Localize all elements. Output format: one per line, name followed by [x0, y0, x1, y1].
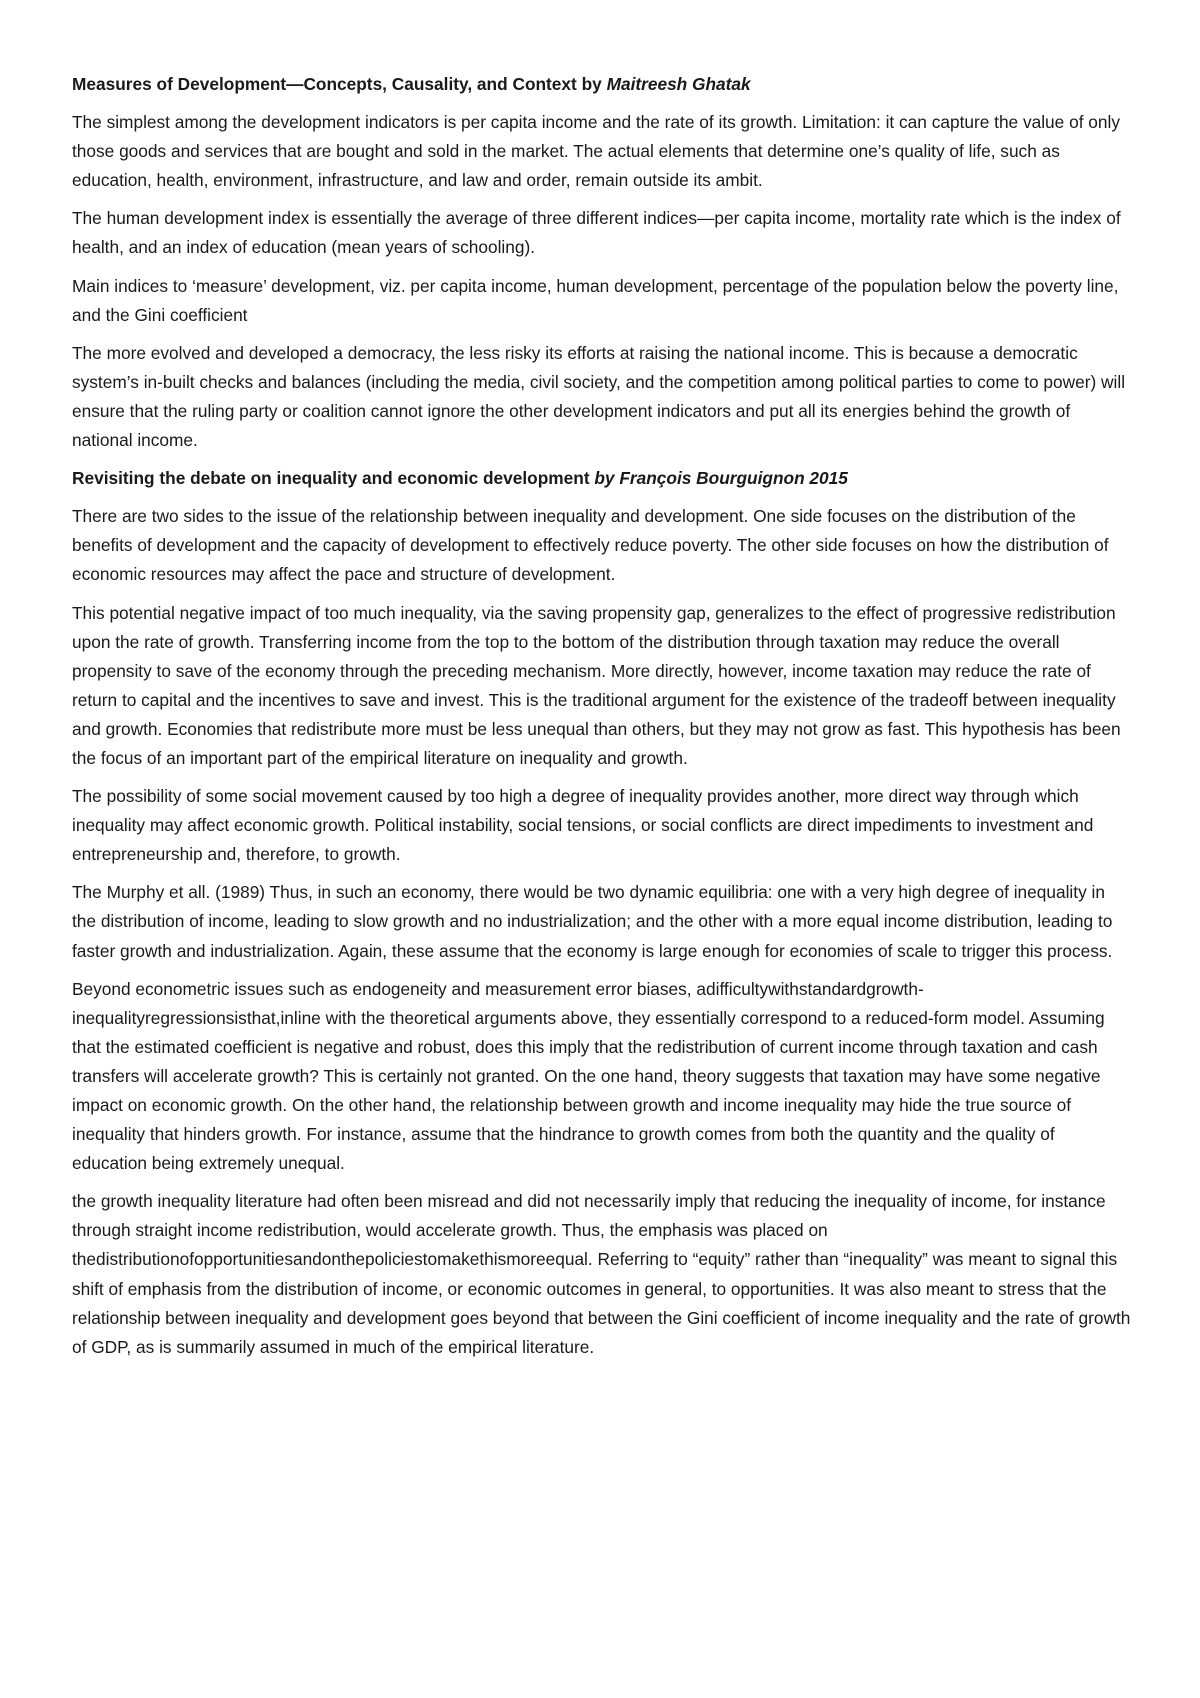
section-1-title [72, 70, 1132, 99]
section-1-author: Maitreesh Ghatak [606, 74, 751, 94]
paragraph: The human development index is essentially the average of three different indices—per capita income, mortality rate which is the index of health, and an index of education (mean years of schooling). [72, 208, 1121, 258]
section-2-author: by François Bourguignon 2015 [594, 468, 848, 489]
paragraph: The possibility of some social movement caused by too high a degree of inequality provides another, more direct way through which inequality may affect economic growth. Political instability, social tensions, or social conflicts are direct impediments to investment and entrepreneurship and, therefore, to growth. [72, 786, 1094, 865]
paragraph: The more evolved and developed a democracy, the less risky its efforts at raising the national income. This is because a democratic system’s in-built checks and balances (including the media, civil society, and the competition among political parties to come to power) will ensure that the ruling party or coalition cannot ignore the other development indicators and put all its energies behind the growth of national income. [72, 342, 1126, 451]
paragraph: This potential negative impact of too much inequality, via the saving propensity gap, generalizes to the effect of progressive redistribution upon the rate of growth. Transferring income from the top to the bottom of the distribution through taxation may reduce the overall propensity to save of the economy through the preceding mechanism. More directly, however, income taxation may reduce the rate of return to capital and the incentives to save and invest. This is the traditional argument for the existence of the tradeoff between inequality and growth. Economies that redistribute more must be less unequal than others, but they may not grow as fast. This hypothesis has been the focus of an important part of the empirical literature on inequality and growth. [72, 602, 1121, 768]
paragraph: The simplest among the development indicators is per capita income and the rate of its growth. Limitation: it can capture the value of only those goods and services that are bought and sold in the market. The actual elements that determine one’s quality of life, such as education, health, environment, infrastructure, and law and order, remain outside its ambit. [72, 112, 1120, 191]
section-1-title-text: Measures of Development—Concepts, Causality, and Context by [72, 74, 607, 94]
paragraph: the growth inequality literature had often been misread and did not necessarily imply that reducing the inequality of income, for instance through straight income redistribution, would accelerate growth. Thus, the emphasis was placed on thedistributionofopportunitiesandonthepoliciestomakethismoreequal. Referring to “equity” rather than “inequality” was meant to signal this shift of emphasis from the distribution of income, or economic outcomes in general, to opportunities. It was also meant to stress that the relationship between inequality and development goes beyond that between the Gini coefficient of income inequality and the rate of growth of GDP, as is summarily assumed in much of the empirical literature. [72, 1191, 1131, 1357]
paragraph: There are two sides to the issue of the relationship between inequality and development. One side focuses on the distribution of the benefits of development and the capacity of development to effectively reduce poverty. The other side focuses on how the distribution of economic resources may affect the pace and structure of development. [72, 506, 1109, 585]
paragraph: Beyond econometric issues such as endogeneity and measurement error biases, adifficultywithstandardgrowth-inequalityregressionsisthat,inline with the theoretical arguments above, they essentially correspond to a reduced-form model. Assuming that the estimated coefficient is negative and robust, does this imply that the redistribution of current income through taxation and cash transfers will accelerate growth? This is certainly not granted. On the one hand, theory suggests that taxation may have some negative impact on economic growth. On the other hand, the relationship between growth and income inequality may hide the true source of inequality that hinders growth. For instance, assume that the hindrance to growth comes from both the quantity and the quality of education being extremely unequal. [72, 978, 1105, 1174]
document-page [72, 70, 1132, 1371]
paragraph: Main indices to ‘measure’ development, viz. per capita income, human development, percentage of the population below the poverty line, and the Gini coefficient [72, 275, 1119, 325]
section-2-title [72, 464, 1132, 493]
section-2-title-text: Revisiting the debate on inequality and economic development [72, 468, 595, 489]
paragraph: The Murphy et all. (1989) Thus, in such an economy, there would be two dynamic equilibria: one with a very high degree of inequality in the distribution of income, leading to slow growth and no industrialization; and the other with a more equal income distribution, leading to faster growth and industrialization. Again, these assume that the economy is large enough for economies of scale to trigger this process. [72, 882, 1113, 961]
